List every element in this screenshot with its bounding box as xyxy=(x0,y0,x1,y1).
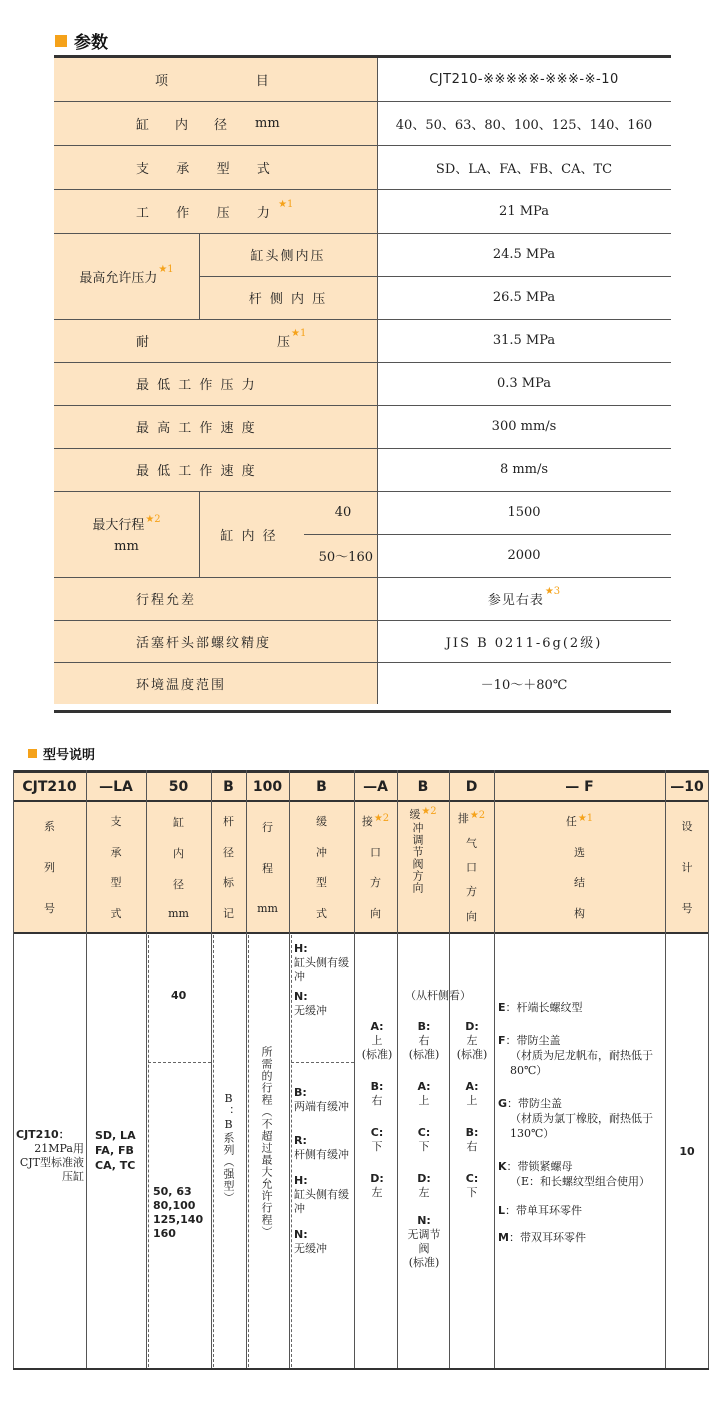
min-speed-value: 8 mm/s xyxy=(499,462,549,477)
desc-bore: 缸 内 径 mm xyxy=(168,815,189,921)
valve-values: B: 右 (标准) A: 上 C: 下 D: 左 N: 无调节阀 (标准) xyxy=(407,1020,441,1269)
max-stroke-unit: mm xyxy=(114,539,139,554)
series-code: CJT210： xyxy=(16,1128,70,1141)
model-table xyxy=(13,770,709,1370)
min-speed-label: 最 低 工 作 速 度 xyxy=(136,464,257,479)
dashed-guide xyxy=(213,935,214,1367)
exhaust-values: D: 左 (标准) A: 上 B: 右 C: 下 xyxy=(456,1020,488,1199)
section-title: 参数 xyxy=(74,33,108,53)
desc-design: 设 计 号 xyxy=(681,820,693,915)
view-note: （从杆侧看） xyxy=(405,989,471,1002)
port-values: A: 上 (标准) B: 右 C: 下 D: 左 xyxy=(361,1020,393,1199)
star-note-icon: ★2 xyxy=(373,813,390,825)
row-divider xyxy=(54,491,671,492)
code-series: CJT210 xyxy=(22,778,77,795)
working-pressure-value: 21 MPa xyxy=(499,203,549,219)
header-item: 项 目 xyxy=(155,74,276,89)
bore-label: 缸 内 径 xyxy=(136,117,228,133)
code-design: —10 xyxy=(670,778,704,795)
row-divider xyxy=(54,233,671,234)
max-stroke-label-cell xyxy=(54,491,199,577)
star-note-icon: ★2 xyxy=(145,514,161,525)
header-model-code: CJT210-※※※※※-※※※-※-10 xyxy=(429,72,619,87)
tolerance-value: 参见右表 xyxy=(487,593,544,608)
min-pressure-value: 0.3 MPa xyxy=(496,376,552,391)
section-header-params xyxy=(55,28,108,53)
max-allow-rod-label: 杆 侧 内 压 xyxy=(248,292,328,307)
bullet-square-icon xyxy=(55,35,67,47)
max-stroke-bore-small: 40 xyxy=(334,505,352,520)
tolerance-value-cell xyxy=(377,577,671,620)
row-divider xyxy=(54,101,671,102)
desc-support: 支 承 型 式 xyxy=(110,815,122,920)
tolerance-label: 行程允差 xyxy=(136,593,197,608)
column-divider xyxy=(708,770,709,1370)
thread-label: 活塞杆头部螺纹精度 xyxy=(136,635,272,651)
desc-port: 接★2 口 方 向 xyxy=(361,813,390,920)
desc-rod: 杆 径 标 记 xyxy=(223,815,234,920)
min-pressure-label: 最 低 工 作 压 力 xyxy=(136,378,257,393)
max-stroke-label: 最大行程 xyxy=(92,518,145,533)
mount-value: SD、LA、FA、FB、CA、TC xyxy=(435,161,613,177)
code-rod: B xyxy=(223,778,234,795)
column-divider xyxy=(246,770,247,1370)
working-pressure-label: 工 作 压 力 ★1 xyxy=(136,198,294,221)
option-values: E：杆端长螺纹型 F：带防尘盖 （材质为尼龙帆布，耐热低于80℃） G：带防尘盖 （材质为氯丁橡胶，耐热低于130℃） K：带锁紧螺母 （E：和长螺纹型组合使用） L：带单耳环零件 M：带双耳环零件 xyxy=(498,1001,653,1244)
cushion-top: H: 缸头侧有缓冲 N: 无缓冲 xyxy=(294,942,349,1017)
desc-valve: 缓★2 冲调节阀方向 xyxy=(409,806,437,894)
bore-value-large: 50, 63 80,100 125,140 160 xyxy=(153,1185,204,1240)
star-note-icon: ★2 xyxy=(421,806,437,817)
star-note-icon: ★1 xyxy=(291,328,307,339)
dashed-guide xyxy=(148,1062,211,1063)
bore-label-cell xyxy=(54,101,377,145)
desc-cushion: 缓 冲 型 式 xyxy=(316,815,327,920)
row-divider xyxy=(304,534,671,535)
row-divider xyxy=(54,189,671,190)
dashed-guide xyxy=(291,935,292,1367)
cushion-bottom: B: 两端有缓冲 R: 杆侧有缓冲 H: 缸头侧有缓冲 N: 无缓冲 xyxy=(294,1086,349,1255)
column-divider xyxy=(86,770,87,1370)
dashed-guide xyxy=(291,1062,354,1063)
column-divider xyxy=(211,770,212,1370)
code-bore: 50 xyxy=(168,778,189,795)
desc-stroke: 行 程 mm xyxy=(257,820,278,916)
section-title: 型号说明 xyxy=(43,748,96,763)
max-allow-label: 最高允许压力 ★1 xyxy=(79,263,174,286)
row-divider xyxy=(54,448,671,449)
proof-label: 耐 压 ★1 xyxy=(136,328,307,350)
dashed-guide xyxy=(148,935,149,1367)
desc-option: 任★1 选 结 构 xyxy=(565,813,594,920)
code-stroke: 100 xyxy=(252,778,283,795)
row-divider xyxy=(54,145,671,146)
bullet-square-icon xyxy=(28,749,37,758)
row-divider xyxy=(199,276,671,277)
max-speed-label: 最 高 工 作 速 度 xyxy=(136,421,257,436)
code-exhaust: D xyxy=(465,778,478,795)
star-note-icon: ★1 xyxy=(278,198,294,210)
support-value: SD, LA FA, FB CA, TC xyxy=(95,1129,136,1172)
code-option: — F xyxy=(565,778,594,795)
desc-exhaust: 排★2 气 口 方 向 xyxy=(457,810,486,923)
star-note-icon: ★3 xyxy=(544,586,561,597)
max-stroke-bore-large: 50～160 xyxy=(318,550,373,565)
bore-unit: mm xyxy=(255,115,280,131)
code-cushion: B xyxy=(316,778,327,795)
row-divider xyxy=(54,405,671,406)
table-bottom-rule xyxy=(13,1368,709,1370)
row-divider xyxy=(54,620,671,621)
column-divider xyxy=(494,770,495,1370)
proof-value: 31.5 MPa xyxy=(492,333,556,348)
column-divider xyxy=(13,770,14,1370)
column-divider xyxy=(289,770,290,1370)
temp-label: 环境温度范围 xyxy=(136,677,227,693)
star-note-icon: ★2 xyxy=(469,810,486,822)
row-divider xyxy=(54,662,671,663)
column-divider xyxy=(354,770,355,1370)
max-allow-head-value: 24.5 MPa xyxy=(492,247,556,262)
star-note-icon: ★1 xyxy=(577,813,594,825)
mount-label: 支 承 型 式 xyxy=(136,161,278,177)
section-header-model xyxy=(28,744,95,763)
column-divider xyxy=(665,770,666,1370)
temp-value: －10～＋80℃ xyxy=(480,677,568,693)
column-divider xyxy=(397,770,398,1370)
code-valve: B xyxy=(417,778,429,795)
code-support: —LA xyxy=(99,778,133,795)
stroke-value: 所需的行程（不超过最大允许行程） xyxy=(260,1046,273,1238)
bore-value: 40、50、63、80、100、125、140、160 xyxy=(395,117,653,133)
max-allow-head-label: 缸头侧内压 xyxy=(250,249,326,264)
max-allow-rod-value: 26.5 MPa xyxy=(492,290,556,305)
bore-value-small: 40 xyxy=(171,989,187,1002)
params-table xyxy=(54,55,671,713)
column-divider xyxy=(199,491,200,577)
star-note-icon: ★1 xyxy=(158,263,174,275)
thread-value: JIS B 0211-6g(2级) xyxy=(445,635,603,651)
max-stroke-value-large: 2000 xyxy=(507,548,541,563)
column-divider xyxy=(146,770,147,1370)
column-divider xyxy=(199,233,200,319)
row-divider xyxy=(54,319,671,320)
desc-series: 系 列 号 xyxy=(44,820,55,915)
rod-value: B：B系列（强型） xyxy=(222,1092,235,1204)
series-value xyxy=(16,1128,84,1184)
code-port: —A xyxy=(363,778,388,795)
max-speed-value: 300 mm/s xyxy=(491,419,557,434)
design-value: 10 xyxy=(679,1145,695,1158)
max-stroke-bore-label: 缸 内 径 xyxy=(220,528,278,544)
row-divider xyxy=(54,577,671,578)
dashed-guide xyxy=(248,935,249,1367)
row-divider xyxy=(54,362,671,363)
column-divider xyxy=(377,58,378,704)
series-text: 21MPa用CJT型标准液压缸 xyxy=(19,1142,84,1183)
max-stroke-value-small: 1500 xyxy=(507,505,541,520)
